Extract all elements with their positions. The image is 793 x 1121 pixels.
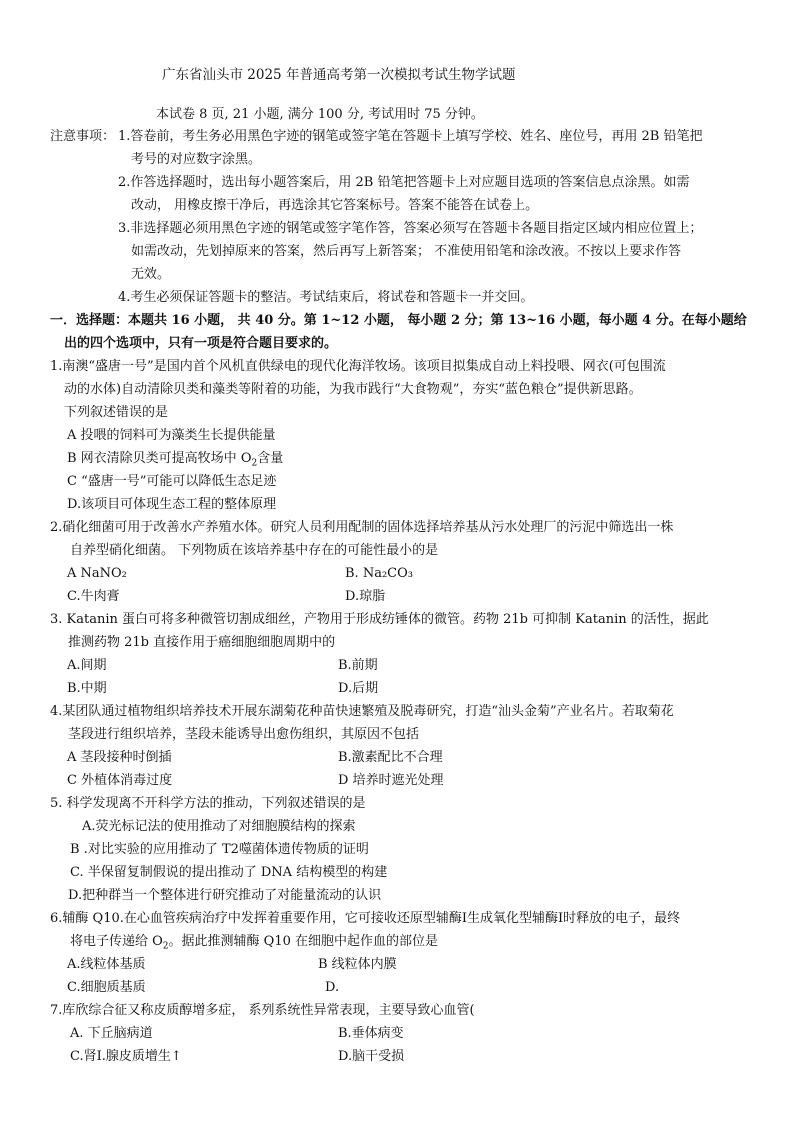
q3-option-d: D.后期 — [338, 681, 379, 696]
q4-option-d: D 培养时遮光处理 — [338, 773, 444, 788]
q3-stem-line-2: 推测药物 21b 直接作用于癌细胞细胞周期中的 — [68, 635, 336, 650]
q2-stem-line-2: 自养型硝化细菌。 下列物质在该培养基中存在的可能性最小的是 — [70, 543, 439, 558]
q5-option-a: A.荧光标记法的使用推动了对细胞膜结构的探索 — [82, 819, 356, 834]
notice-4-line-1: 4.考生必须保证答题卡的整洁。考试结束后，将试卷和答题卡一并交回。 — [118, 290, 534, 305]
q2-stem-line-1: 2.硝化细菌可用于改善水产养殖水体。研究人员利用配制的固体选择培养基从污水处理厂的污泥中筛选出一株 — [50, 520, 674, 535]
q7-stem: 7.库欣综合征又称皮质醇增多症， 系列系统性异常表现，主要导致心血管( — [50, 1003, 475, 1018]
section-heading-line-1: 一．选择题：本题共 16 小题， 共 40 分。第 1~12 小题， 每小题 2 分；第 13~16 小题，每小题 4 分。在每小题给 — [50, 313, 747, 328]
q7-option-a: A. 下丘脑病道 — [70, 1026, 153, 1041]
exam-subtitle: 本试卷 8 页, 21 小题, 满分 100 分, 考试用时 75 分钟。 — [156, 107, 484, 122]
q5-stem: 5. 科学发现离不开科学方法的推动，下列叙述错误的是 — [50, 796, 366, 811]
q5-option-b: B .对比实验的应用推动了 T2噬菌体遗传物质的证明 — [70, 842, 369, 857]
q1-stem-line-2: 动的水体)自动清除贝类和藻类等附着的功能，为我市践行“大食物观”，夯实“蓝色粮仓”提供新思路。 — [64, 382, 642, 397]
q6-stem-line-1: 6.辅酶 Q10.在心血管疾病治疗中发挥着重要作用，它可接收还原型辅酶Ⅰ生成氧化型辅酶Ⅰ时释放的电子，最终 — [50, 911, 681, 926]
q1-stem-line-1: 1.南澳“盛唐一号”是国内首个风机直供绿电的现代化海洋牧场。该项目拟集成自动上料投喂、网衣(可包围流 — [50, 359, 666, 374]
q1-option-d: D.该项目可体现生态工程的整体原理 — [67, 497, 277, 512]
exam-title: 广东省汕头市 2025 年普通高考第一次模拟考试生物学试题 — [162, 67, 516, 83]
q3-option-b: B.前期 — [338, 658, 378, 673]
notice-2-line-1: 2.作答选择题时，选出每小题答案后，用 2B 铅笔把答题卡上对应题目选项的答案信息点涂黑。如需 — [118, 175, 690, 190]
notice-3-line-3: 无效。 — [131, 267, 171, 282]
q2-option-c: C.牛肉膏 — [67, 589, 120, 604]
q2-option-a: A NaNO₂ — [67, 566, 127, 581]
q1-stem-line-3: 下列叙述错误的是 — [64, 405, 169, 420]
notice-3-line-2: 如需改动，先划掉原来的答案，然后再写上新答案； 不准使用铅笔和涂改液。不按以上要求作答 — [131, 244, 682, 259]
q6-option-a: A.线粒体基质 — [67, 957, 146, 972]
q1-option-c: C “盛唐一号”可能可以降低生态足迹 — [67, 474, 277, 489]
q1-option-b-text: B 网衣清除贝类可提高牧场中 O — [67, 451, 252, 466]
q4-stem-line-2: 茎段进行组织培养，茎段未能诱导出愈伤组织，其原因不包括 — [68, 727, 420, 742]
notice-1-line-2: 考号的对应数字涂黑。 — [131, 152, 262, 167]
q3-stem-line-1: 3. Katanin 蛋白可将多种微管切割成细丝，产物用于形成纺锤体的微管。药物 21b 可抑制 Katanin 的活性，据此 — [50, 612, 709, 627]
q1-option-b — [67, 450, 283, 468]
q3-option-c: B.中期 — [67, 681, 107, 696]
q6-stem-text: 将电子传递给 O — [70, 934, 163, 949]
q7-option-b: B.垂体病变 — [338, 1026, 404, 1041]
q2-option-b: B. Na₂CO₃ — [345, 566, 413, 581]
q2-option-d: D.琼脂 — [345, 589, 386, 604]
notice-3-line-1: 3.非选择题必须用黑色字迹的钢笔或签字笔作答，答案必须写在答题卡各题目指定区域内相应位置上； — [118, 221, 703, 236]
q1-option-b-suffix: 含量 — [257, 451, 284, 466]
notice-label: 注意事项： — [50, 129, 116, 144]
q4-option-b: B.激素配比不合理 — [338, 750, 443, 765]
q1-option-b-subscript: 2 — [251, 458, 258, 469]
q6-stem-subscript: 2 — [162, 941, 169, 952]
section-heading-line-2: 出的四个选项中，只有一项是符合题目要求的。 — [64, 336, 338, 351]
q7-option-d: D.脑干受损 — [338, 1049, 405, 1064]
q6-option-d: D. — [325, 980, 340, 995]
q4-option-c: C 外植体消毒过度 — [67, 773, 173, 788]
q4-stem-line-1: 4.某团队通过植物组织培养技术开展东湖菊花种苗快速繁殖及脱毒研究，打造“汕头金菊”产业名片。若取菊花 — [50, 704, 674, 719]
q6-stem-suffix: 。据此推测辅酶 Q10 在细胞中起作血的部位是 — [168, 934, 438, 949]
q7-option-c: C.肾Ⅰ.腺皮质增生↑ — [70, 1049, 182, 1064]
q4-option-a: A 茎段接种时倒插 — [67, 750, 172, 765]
q6-stem-line-2 — [70, 933, 438, 951]
q6-option-c: C.细胞质基质 — [67, 980, 146, 995]
q5-option-d: D.把种群当一个整体进行研究推动了对能量流动的认识 — [68, 888, 382, 903]
q5-option-c: C. 半保留复制假说的提出推动了 DNA 结构模型的构建 — [70, 865, 388, 880]
q1-option-a: A 投喂的饲料可为藻类生长提供能量 — [67, 428, 276, 443]
q3-option-a: A.间期 — [67, 658, 107, 673]
notice-2-line-2: 改动， 用橡皮擦干净后，再选涂其它答案标号。答案不能答在试卷上。 — [131, 198, 539, 213]
q6-option-b: B 线粒体内膜 — [318, 957, 397, 972]
notice-1-line-1: 1.答卷前，考生务必用黑色字迹的钢笔或签字笔在答题卡上填写学校、姓名、座位号，再用 2B 铅笔把 — [118, 129, 703, 144]
